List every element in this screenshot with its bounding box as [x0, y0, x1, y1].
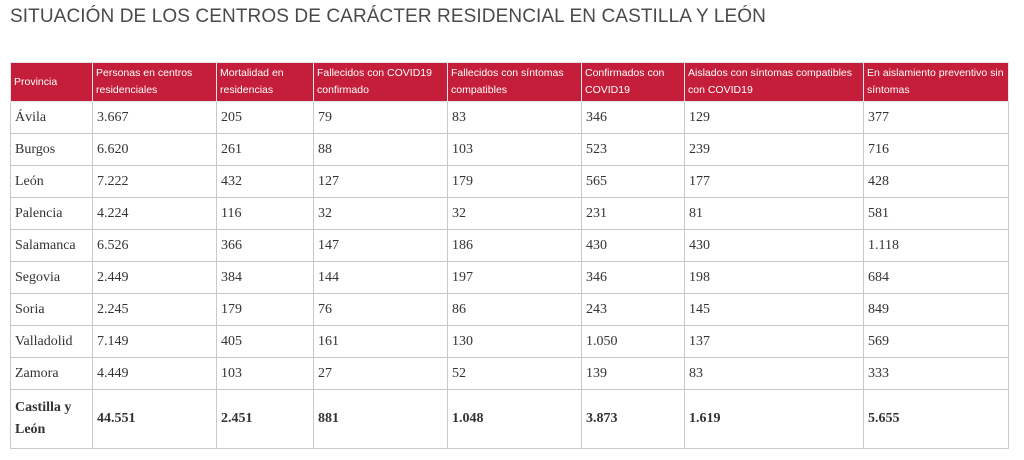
value-cell: 684 — [864, 262, 1009, 294]
column-header: Provincia — [11, 63, 93, 102]
page-title: SITUACIÓN DE LOS CENTROS DE CARÁCTER RESIDENCIAL EN CASTILLA Y LEÓN — [10, 6, 766, 27]
value-cell: 1.050 — [582, 326, 685, 358]
value-cell: 3.667 — [93, 102, 217, 134]
value-cell: 88 — [314, 134, 448, 166]
value-cell: 130 — [448, 326, 582, 358]
value-cell: 4.224 — [93, 198, 217, 230]
total-label-cell: Castilla y León — [11, 390, 93, 449]
value-cell: 186 — [448, 230, 582, 262]
province-cell: Salamanca — [11, 230, 93, 262]
value-cell: 76 — [314, 294, 448, 326]
value-cell: 32 — [314, 198, 448, 230]
table-row — [11, 198, 1009, 230]
value-cell: 366 — [217, 230, 314, 262]
value-cell: 523 — [582, 134, 685, 166]
table-row — [11, 166, 1009, 198]
province-cell: León — [11, 166, 93, 198]
value-cell: 103 — [448, 134, 582, 166]
value-cell: 716 — [864, 134, 1009, 166]
column-header: Aislados con síntomas compatibles con COVID19 — [685, 63, 864, 102]
value-cell: 430 — [685, 230, 864, 262]
column-header: En aislamiento preventivo sin síntomas — [864, 63, 1009, 102]
value-cell: 205 — [217, 102, 314, 134]
total-value-cell: 44.551 — [93, 390, 217, 449]
table-row — [11, 230, 1009, 262]
column-header: Fallecidos con COVID19 confirmado — [314, 63, 448, 102]
value-cell: 2.245 — [93, 294, 217, 326]
table-row — [11, 326, 1009, 358]
value-cell: 83 — [685, 358, 864, 390]
value-cell: 428 — [864, 166, 1009, 198]
value-cell: 377 — [864, 102, 1009, 134]
province-cell: Valladolid — [11, 326, 93, 358]
value-cell: 243 — [582, 294, 685, 326]
value-cell: 161 — [314, 326, 448, 358]
value-cell: 849 — [864, 294, 1009, 326]
value-cell: 346 — [582, 102, 685, 134]
value-cell: 198 — [685, 262, 864, 294]
residential-centers-table — [10, 62, 1009, 449]
table-row — [11, 294, 1009, 326]
value-cell: 145 — [685, 294, 864, 326]
value-cell: 333 — [864, 358, 1009, 390]
total-value-cell: 5.655 — [864, 390, 1009, 449]
value-cell: 27 — [314, 358, 448, 390]
province-cell: Ávila — [11, 102, 93, 134]
value-cell: 179 — [217, 294, 314, 326]
value-cell: 103 — [217, 358, 314, 390]
value-cell: 139 — [582, 358, 685, 390]
table-row — [11, 358, 1009, 390]
value-cell: 83 — [448, 102, 582, 134]
value-cell: 6.620 — [93, 134, 217, 166]
value-cell: 346 — [582, 262, 685, 294]
value-cell: 197 — [448, 262, 582, 294]
total-value-cell: 2.451 — [217, 390, 314, 449]
value-cell: 127 — [314, 166, 448, 198]
value-cell: 86 — [448, 294, 582, 326]
value-cell: 129 — [685, 102, 864, 134]
value-cell: 137 — [685, 326, 864, 358]
value-cell: 239 — [685, 134, 864, 166]
value-cell: 430 — [582, 230, 685, 262]
total-value-cell: 881 — [314, 390, 448, 449]
total-row — [11, 390, 1009, 449]
value-cell: 7.149 — [93, 326, 217, 358]
value-cell: 432 — [217, 166, 314, 198]
value-cell: 6.526 — [93, 230, 217, 262]
value-cell: 81 — [685, 198, 864, 230]
value-cell: 32 — [448, 198, 582, 230]
value-cell: 405 — [217, 326, 314, 358]
value-cell: 79 — [314, 102, 448, 134]
value-cell: 144 — [314, 262, 448, 294]
column-header: Personas en centros residenciales — [93, 63, 217, 102]
value-cell: 2.449 — [93, 262, 217, 294]
table-row — [11, 134, 1009, 166]
table-row — [11, 262, 1009, 294]
table-body — [11, 102, 1009, 449]
total-value-cell: 1.048 — [448, 390, 582, 449]
value-cell: 384 — [217, 262, 314, 294]
province-cell: Burgos — [11, 134, 93, 166]
total-value-cell: 3.873 — [582, 390, 685, 449]
value-cell: 52 — [448, 358, 582, 390]
value-cell: 7.222 — [93, 166, 217, 198]
value-cell: 581 — [864, 198, 1009, 230]
province-cell: Zamora — [11, 358, 93, 390]
value-cell: 231 — [582, 198, 685, 230]
value-cell: 4.449 — [93, 358, 217, 390]
value-cell: 569 — [864, 326, 1009, 358]
column-header: Confirmados con COVID19 — [582, 63, 685, 102]
table-row — [11, 102, 1009, 134]
total-value-cell: 1.619 — [685, 390, 864, 449]
value-cell: 177 — [685, 166, 864, 198]
value-cell: 147 — [314, 230, 448, 262]
value-cell: 261 — [217, 134, 314, 166]
province-cell: Soria — [11, 294, 93, 326]
value-cell: 179 — [448, 166, 582, 198]
header-row — [11, 63, 1009, 102]
value-cell: 1.118 — [864, 230, 1009, 262]
province-cell: Segovia — [11, 262, 93, 294]
province-cell: Palencia — [11, 198, 93, 230]
column-header: Fallecidos con síntomas compatibles — [448, 63, 582, 102]
column-header: Mortalidad en residencias — [217, 63, 314, 102]
value-cell: 565 — [582, 166, 685, 198]
value-cell: 116 — [217, 198, 314, 230]
